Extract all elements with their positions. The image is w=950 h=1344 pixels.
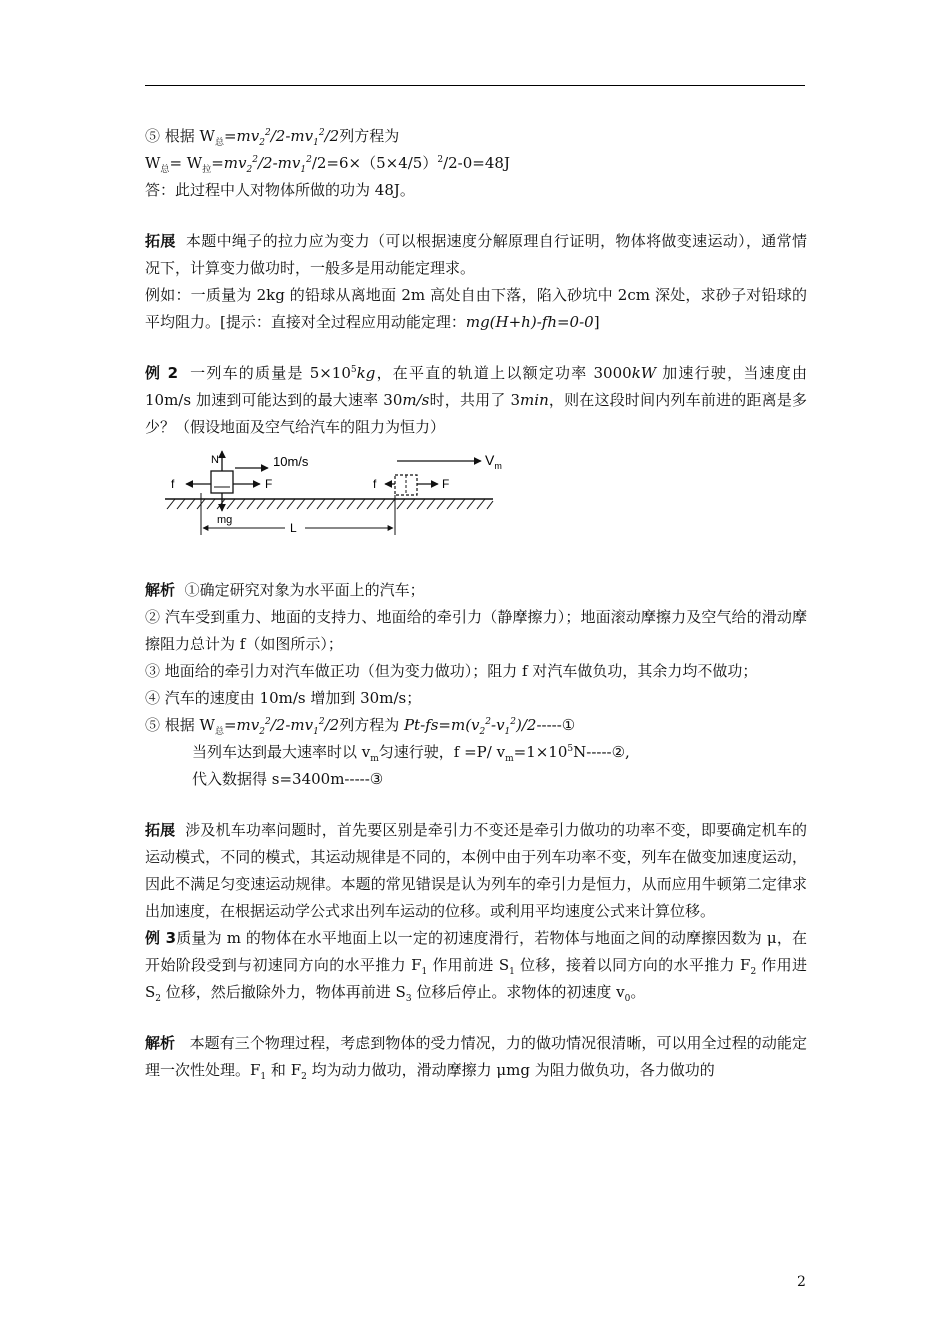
solution-2-step-6: 当列车达到最大速率时以 $v_m$匀速行驶，f =P/ $v_m=1\times 10^5N-----②$, [192,743,630,764]
label-f-1: f [171,477,175,491]
example-paragraph: 例如：一质量为 2kg 的铅球从离地面 2m 高处自由下落，陷入砂坑中 2cm 深处，求砂子对铅球的平均阻力。[提示：直接对全过程应用动能定理：mg(H+h)-fh=0-0] [145,286,807,331]
page-content [145,123,807,1084]
solution-3-label: 解析 [145,1034,176,1052]
car-initial [211,471,233,493]
example-3-label: 例 3 [145,929,177,947]
extension-paragraph-2: 拓展 涉及机车功率问题时，首先要区别是牵引力不变还是牵引力做功的功率不变，即要确定机车的运动模式，不同的模式，其运动规律是不同的，本例中由于列车功率不变，列车在做变加速度运动，因此不满足匀变速运动规律。本题的常见错误是认为列车的牵引力是恒力，从而应用牛顿第二定律求出加速度，在根据运动学公式求出列车运动的位移。或利用平均速度公式来计算位移。 [145,821,807,920]
example-3-question: 例 3质量为 m 的物体在水平地面上以一定的初速度滑行，若物体与地面之间的动摩擦因数为 μ，在开始阶段受到与初速同方向的水平推力 $F_1$ 作用前进 $S_1$ 位移，接着以同方向的水平推力 $F_2$ 作用进 $S_2$ 位移，然后撤除外力，物体再前进 $S_3$ 位移后停止。求物体的初速度 $v_0$。 [145,929,808,1004]
label-initial-velocity: 10m/s [273,454,309,469]
page-number: 2 [797,1274,806,1290]
extension-paragraph-1: 拓展 本题中绳子的拉力应为变力（可以根据速度分解原理自行证明，物体将做变速运动），通常情况下，计算变力做功时，一般多是用动能定理求。 [145,232,807,277]
equation-line-2: $W_总= W_拉=mv_2^2/2-mv_1^2/2=6\times(5\times 4/5)^2/2-0=48J$ [145,154,510,175]
svg-text:Vm [485,452,502,471]
label-N: N [211,454,219,466]
solution-2-step-1: 解析 ①确定研究对象为水平面上的汽车； [145,581,425,599]
diagram-svg [163,447,523,569]
label-f-2: f [373,477,377,491]
solution-2-step-2: ② 汽车受到重力、地面的支持力、地面给的牵引力（静摩擦力）；地面滚动摩擦力及空气给的滑动摩擦阻力总计为 f（如图所示）； [145,608,807,653]
label-mg: mg [217,514,233,526]
solution-2-label: 解析 [145,581,176,599]
train-force-diagram [145,447,807,569]
extension-2-label: 拓展 [145,821,176,839]
label-F-1: F [265,477,273,491]
label-Vm-sub: m [494,461,502,471]
example-2-question: 例 2 一列车的质量是 $5\times 10^5kg$，在平直的轨道上以额定功率 3000kW 加速行驶，当速度由 10m/s 加速到可能达到的最大速率 30m/s时，共用了 3min，则在这段时间内列车前进的距离是多少？（假设地面及空气给汽车的阻力为恒力） [145,364,808,436]
solution-2-step-3: ③ 地面给的牵引力对汽车做正功（但为变力做功）；阻力 f 对汽车做负功，其余力均不做功； [145,662,758,680]
equation-line-1: ⑤ 根据 $W_总=mv_2^2/2-mv_1^2/2$列方程为 [145,127,400,148]
solution-2-step-4: ④ 汽车的速度由 10m/s 增加到 30m/s； [145,689,422,707]
ground-hatch [167,499,493,509]
solution-2-step-7: 代入数据得 s=3400m-----③ [192,770,384,788]
extension-label: 拓展 [145,232,176,250]
label-Vm: V [485,452,495,468]
solution-3-paragraph: 解析 本题有三个物理过程，考虑到物体的受力情况，力的做功情况很清晰，可以用全过程的动能定理一次性处理。$F_1$ 和 $F_2$ 均为动力做功，滑动摩擦力 μmg 为阻力做负功，各力做功的 [145,1034,807,1082]
example-2-label: 例 2 [145,364,179,382]
label-L: L [290,521,297,535]
label-F-2: F [442,477,450,491]
answer-line: 答：此过程中人对物体所做的功为 48J。 [145,181,415,199]
solution-2-step-5: ⑤ 根据 $W_总=mv_2^2/2-mv_1^2/2$列方程为 $Pt-fs=m(v_2^2-v_1^2)/2-----①$ [145,716,576,737]
header-rule [145,85,805,86]
